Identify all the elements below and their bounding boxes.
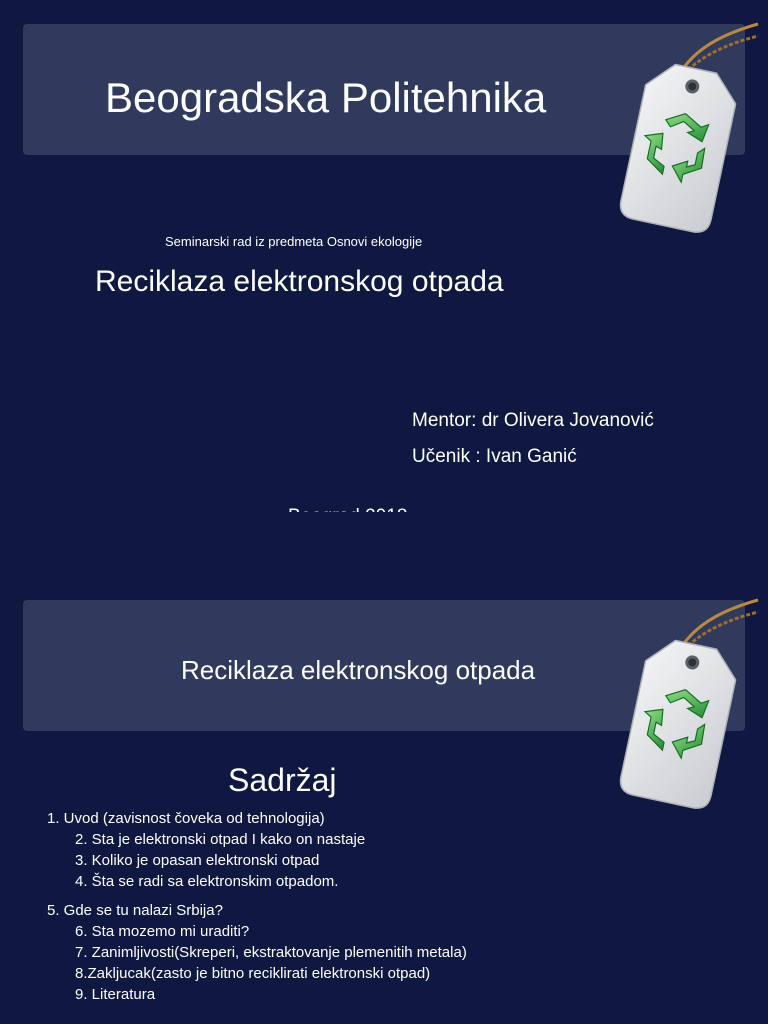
toc-item: 6. Sta mozemo mi uraditi? bbox=[75, 923, 250, 940]
mentor-line: Mentor: dr Olivera Jovanović bbox=[412, 410, 654, 431]
toc-heading: Sadržaj bbox=[228, 762, 337, 798]
toc-item: 9. Literatura bbox=[75, 986, 156, 1003]
seminar-line: Seminarski rad iz predmeta Osnovi ekologije bbox=[165, 234, 423, 249]
toc-item: 8.Zakljucak(zasto je bitno reciklirati elektronski otpad) bbox=[75, 965, 431, 982]
subtitle: Reciklaza elektronskog otpada bbox=[95, 265, 504, 298]
toc-item: 7. Zanimljivosti(Skreperi, ekstraktovanje plemenitih metala) bbox=[75, 944, 467, 961]
student-line: Učenik : Ivan Ganić bbox=[412, 446, 577, 467]
recycle-tag-icon bbox=[590, 590, 760, 810]
toc-item: 4. Šta se radi sa elektronskim otpadom. bbox=[75, 873, 339, 890]
toc-item: 5. Gde se tu nalazi Srbija? bbox=[47, 902, 223, 919]
main-title: Beogradska Politehnika bbox=[105, 74, 547, 121]
toc-item: 2. Sta je elektronski otpad I kako on nastaje bbox=[75, 831, 366, 848]
slide-title: Reciklaza elektronskog otpada bbox=[181, 655, 536, 685]
toc-item: 3. Koliko je opasan elektronski otpad bbox=[75, 852, 320, 869]
recycle-tag-icon bbox=[590, 14, 760, 234]
toc-item: 1. Uvod (zavisnost čoveka od tehnologija) bbox=[47, 810, 325, 827]
slide-2 bbox=[0, 512, 768, 1024]
